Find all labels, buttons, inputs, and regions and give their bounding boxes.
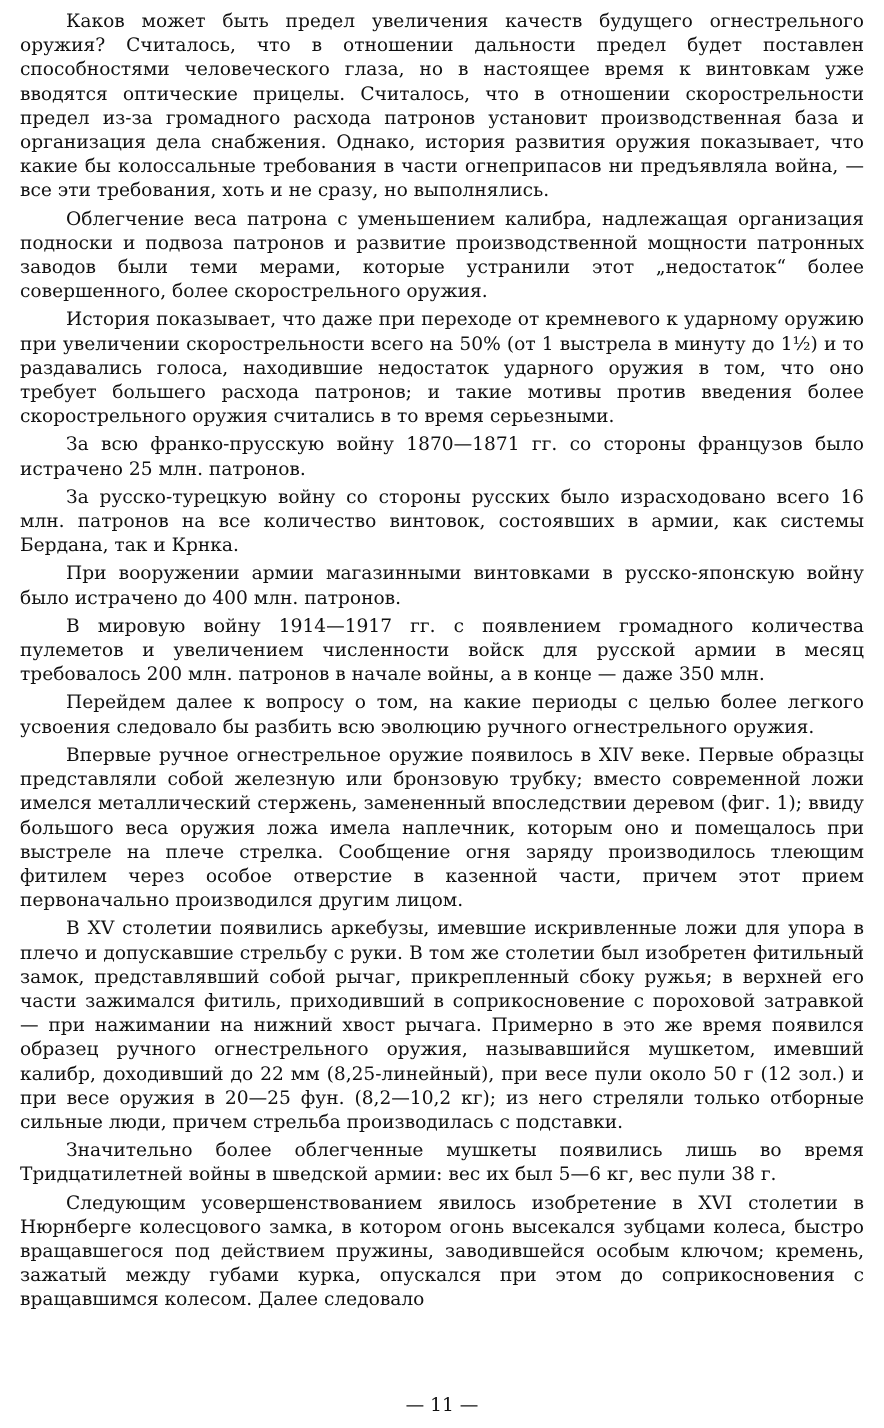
paragraph: Впервые ручное огнестрельное оружие появилось в XIV веке. Первые образцы представляли собой железную или бронзовую трубку; вместо современной ложи имелся металлический стержень, замененный впоследствии деревом (фиг. 1); ввиду большого веса оружия ложа имела наплечник, которым оно и помещалось при выстреле на плече стрелка. Сообщение огня заряду производилось тлеющим фитилем через особое отверстие в казенной части, причем этот прием первоначально производился другим лицом. <box>20 744 864 912</box>
paragraph: За всю франко-прусскую войну 1870—1871 гг. со стороны французов было истрачено 25 млн. патронов. <box>20 434 864 480</box>
paragraph: Значительно более облегченные мушкеты появились лишь во время Тридцатилетней войны в шведской армии: вес их был 5—6 кг, вес пули 38 г. <box>20 1140 864 1186</box>
paragraph: Каков может быть предел увеличения качеств будущего огнестрельного оружия? Считалось, что в отношении дальности предел будет поставлен способностями человеческого глаза, но в настоящее время к винтовкам уже вводятся оптические прицелы. Считалось, что в отношении скорострельности предел из-за громадного расхода патронов установит производственная база и организация дела снабжения. Однако, история развития оружия показывает, что какие бы колоссальные требования в части огнеприпасов ни предъявляла война, — все эти требования, хоть и не сразу, но выполнялись. <box>20 11 864 202</box>
paragraph: Перейдем далее к вопросу о том, на какие периоды с целью более легкого усвоения следовало бы разбить всю эволюцию ручного огнестрельного оружия. <box>20 692 864 738</box>
paragraph: Облегчение веса патрона с уменьшением калибра, надлежащая организация подноски и подвоза патронов и развитие производственной мощности патронных заводов были теми мерами, которые устранили этот „недостаток“ более совершенного, более скорострельного оружия. <box>20 208 864 303</box>
paragraph: В XV столетии появились аркебузы, имевшие искривленные ложи для упора в плечо и допускавшие стрельбу с руки. В том же столетии был изобретен фитильный замок, представлявший собой рычаг, прикрепленный сбоку ружья; в верхней его части зажимался фитиль, приходивший в соприкосновение с пороховой затравкой — при нажимании на нижний хвост рычага. Примерно в это же время появился образец ручного огнестрельного оружия, называвшийся мушкетом, имевший калибр, доходивший до 22 мм (8,25-линейный), при весе пули около 50 г (12 зол.) и при весе оружия в 20—25 фун. (8,2—10,2 кг); из него стреляли только отборные сильные люди, причем стрельба производилась с подставки. <box>20 918 864 1133</box>
paragraph: За русско-турецкую войну со стороны русских было израсходовано всего 16 млн. патронов на все количество винтовок, состоявших в армии, как системы Бердана, так и Крнка. <box>20 486 864 557</box>
paragraph: История показывает, что даже при переходе от кремневого к ударному оружию при увеличении скорострельности всего на 50% (от 1 выстрела в минуту до 1½) и то раздавались голоса, находившие недостаток ударного оружия в том, что оно требует большего расхода патронов; и такие мотивы против введения более скорострельного оружия считались в то время серьезными. <box>20 309 864 428</box>
paragraph: Следующим усовершенствованием явилось изобретение в XVI столетии в Нюрнберге колесцового замка, в котором огонь высекался зубцами колеса, быстро вращавшегося под действием пружины, заводившейся особым ключом; кремень, зажатый между губами курка, опускался при этом до соприкосновения с вращавшимся колесом. Далее следовало <box>20 1192 864 1311</box>
paragraph: При вооружении армии магазинными винтовками в русско-японскую войну было истрачено до 400 млн. патронов. <box>20 563 864 609</box>
page-number: — 11 — <box>405 1395 479 1416</box>
body-text <box>20 10 864 1313</box>
paragraph: В мировую войну 1914—1917 гг. с появлением громадного количества пулеметов и увеличением численности войск для русской армии в месяц требовалось 200 млн. патронов в начале войны, а в конце — даже 350 млн. <box>20 615 864 686</box>
